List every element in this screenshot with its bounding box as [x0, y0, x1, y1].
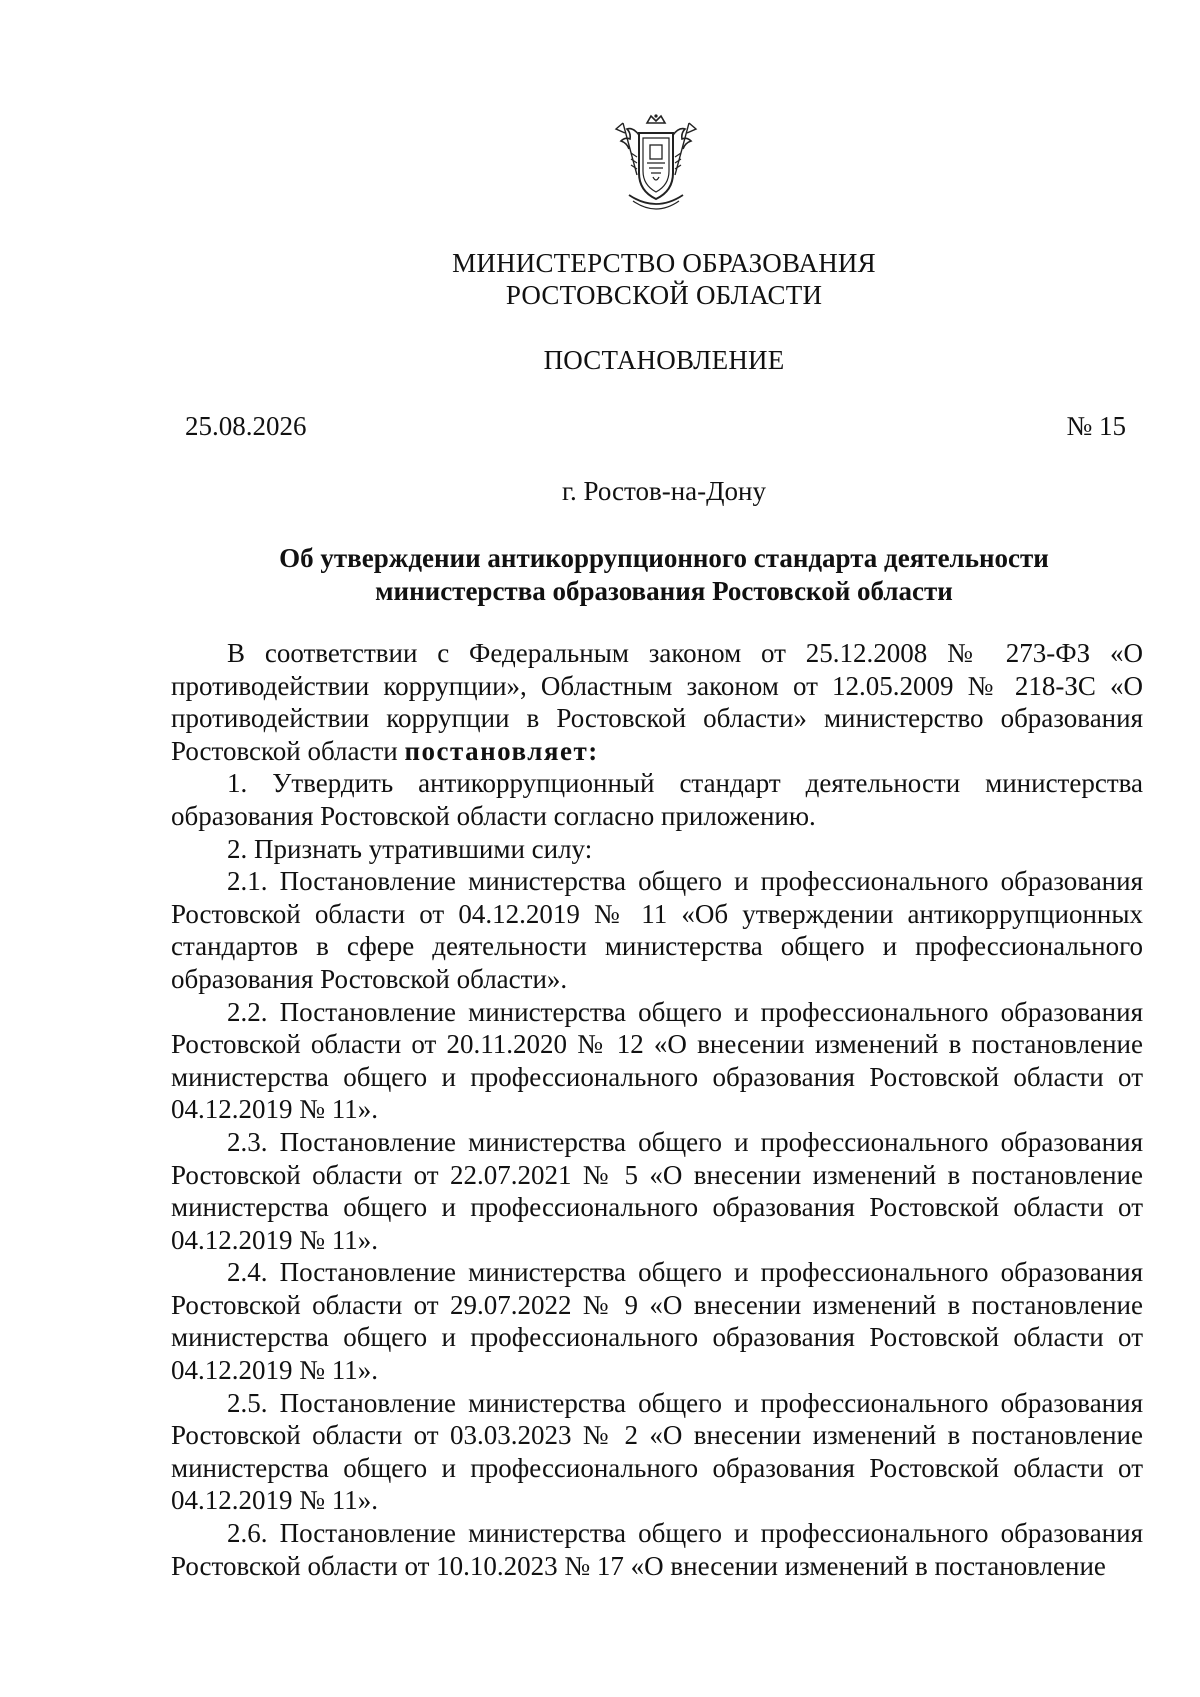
- paragraph-2-2: 2.2. Постановление министерства общего и профессионального образования Ростовской области от 20.11.2020 № 12 «О внесении изменений в постановление министерства общего и профессионального образования Ростовской области от 04.12.2019 № 11».: [171, 996, 1143, 1125]
- document-city: г. Ростов-на-Дону: [561, 476, 766, 506]
- title-line-2: министерства образования Ростовской области: [375, 576, 953, 606]
- title-line-1: Об утверждении антикоррупционного стандарта деятельности: [279, 543, 1049, 573]
- document-title: [220, 542, 1108, 608]
- preamble-paragraph: [171, 637, 1143, 767]
- paragraph-2: 2. Признать утратившими силу:: [227, 833, 593, 864]
- paragraph-2-1: 2.1. Постановление министерства общего и профессионального образования Ростовской области от 04.12.2019 № 11 «Об утверждении антикоррупционных стандартов в сфере деятельности министерства общего и профессионального образования Ростовской области».: [171, 866, 1143, 994]
- ministry-line-2: РОСТОВСКОЙ ОБЛАСТИ: [505, 280, 823, 310]
- resolution-verb: постановляет:: [404, 735, 599, 766]
- paragraph-2-4: 2.4. Постановление министерства общего и профессионального образования Ростовской области от 29.07.2022 № 9 «О внесении изменений в постановление министерства общего и профессионального образования Ростовской области от 04.12.2019 № 11».: [171, 1257, 1143, 1386]
- paragraph-2-6: 2.6. Постановление министерства общего и профессионального образования Ростовской области от 10.10.2023 № 17 «О внесении изменений в постановление: [171, 1518, 1143, 1581]
- ministry-name: [160, 247, 1168, 311]
- document-date: 25.08.2026: [185, 411, 307, 441]
- paragraph-2-3: 2.3. Постановление министерства общего и профессионального образования Ростовской области от 22.07.2021 № 5 «О внесении изменений в постановление министерства общего и профессионального образования Ростовской области от 04.12.2019 № 11».: [171, 1126, 1143, 1255]
- document-body: [171, 637, 1143, 1582]
- coat-of-arms-icon: [613, 113, 699, 213]
- preamble-text: В соответствии с Федеральным законом от 25.12.2008 № 273-ФЗ «О противодействии коррупции», Областным законом от 12.05.2009 № 218-ЗС «О противодействии коррупции в Ростовской области» министерство образования Ростовской области: [171, 638, 1143, 766]
- ministry-line-1: МИНИСТЕРСТВО ОБРАЗОВАНИЯ: [452, 248, 876, 278]
- document-type: ПОСТАНОВЛЕНИЕ: [543, 345, 785, 375]
- document-number: № 15: [1066, 411, 1126, 441]
- paragraph-1: 1. Утвердить антикоррупционный стандарт деятельности министерства образования Ростовской области согласно приложению.: [171, 768, 1143, 831]
- paragraph-2-5: 2.5. Постановление министерства общего и профессионального образования Ростовской области от 03.03.2023 № 2 «О внесении изменений в постановление министерства общего и профессионального образования Ростовской области от 04.12.2019 № 11».: [171, 1387, 1143, 1516]
